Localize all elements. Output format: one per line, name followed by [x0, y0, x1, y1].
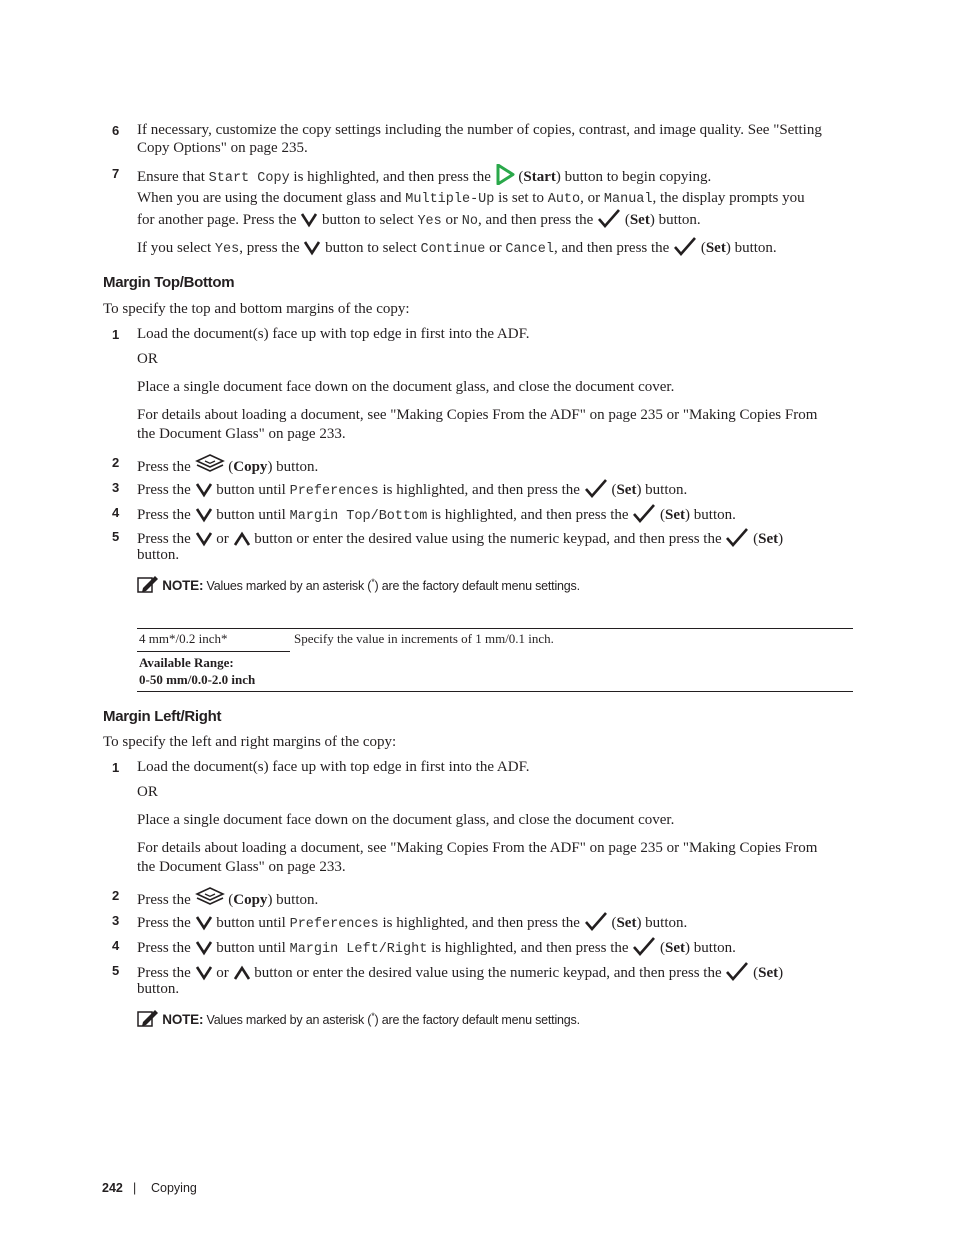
- table-rule-mid: [137, 651, 290, 652]
- pencil-note-icon: [137, 1008, 159, 1028]
- checkmark-icon: [725, 961, 749, 981]
- step-text: Place a single document face down on the document glass, and close the document cover.: [137, 812, 675, 828]
- step7-para1-line1: When you are using the document glass and Multiple-Up is set to Auto, or Manual, the display prompts you: [137, 190, 805, 207]
- step-number: 3: [112, 913, 120, 928]
- checkmark-icon: [584, 911, 608, 931]
- section-heading-left-right: Margin Left/Right: [103, 708, 222, 725]
- step-number: 2: [112, 888, 120, 903]
- step-number: 2: [112, 455, 120, 470]
- start-icon: [495, 164, 515, 185]
- step-text: Press the button until Margin Top/Bottom is highlighted, and then press the (Set) button.: [137, 503, 736, 526]
- step-text: Place a single document face down on the document glass, and close the document cover.: [137, 379, 675, 395]
- or-text: OR: [137, 784, 158, 800]
- step-number: 1: [112, 327, 120, 342]
- checkmark-icon: [584, 478, 608, 498]
- step-number: 4: [112, 938, 120, 953]
- chevron-down-icon: [303, 240, 321, 256]
- note: NOTE: Values marked by an asterisk (*) are the factory default menu settings.: [137, 1008, 580, 1028]
- chevron-down-icon: [195, 531, 213, 547]
- step-text: the Document Glass" on page 233.: [137, 859, 346, 875]
- step7-line: Ensure that Start Copy is highlighted, and then press the (Start) button to begin copying.: [137, 164, 711, 188]
- step-text: Press the button until Preferences is highlighted, and then press the (Set) button.: [137, 911, 687, 934]
- step-number: 4: [112, 505, 120, 520]
- chevron-down-icon: [300, 212, 318, 228]
- section-intro: To specify the top and bottom margins of the copy:: [103, 301, 410, 317]
- or-text: OR: [137, 351, 158, 367]
- checkmark-icon: [632, 936, 656, 956]
- table-cell-default: 4 mm*/0.2 inch*: [139, 631, 228, 646]
- step-text: button.: [137, 981, 180, 997]
- step-text: For details about loading a document, see "Making Copies From the ADF" on page 235 or "Making Copies From: [137, 407, 818, 423]
- step-text: button.: [137, 547, 180, 563]
- section-heading-top-bottom: Margin Top/Bottom: [103, 274, 235, 291]
- chevron-down-icon: [195, 965, 213, 981]
- chevron-down-icon: [195, 915, 213, 931]
- step-text: For details about loading a document, see "Making Copies From the ADF" on page 235 or "Making Copies From: [137, 840, 818, 856]
- chevron-down-icon: [195, 940, 213, 956]
- note: NOTE: Values marked by an asterisk (*) are the factory default menu settings.: [137, 574, 580, 594]
- table-range-value: 0-50 mm/0.0-2.0 inch: [139, 672, 256, 687]
- step-number: 5: [112, 529, 120, 544]
- step-text: Press the button until Preferences is highlighted, and then press the (Set) button.: [137, 478, 687, 501]
- copy-icon: [195, 886, 225, 908]
- step7-para2: If you select Yes, press the button to select Continue or Cancel, and then press the (Set) button.: [137, 236, 777, 259]
- chevron-down-icon: [195, 507, 213, 523]
- step6-text-2: Copy Options" on page 235.: [137, 140, 308, 156]
- table-cell-description: Specify the value in increments of 1 mm/0.1 inch.: [294, 631, 554, 646]
- step-text: Press the or button or enter the desired value using the numeric keypad, and then press the (Set): [137, 961, 783, 983]
- page-number: 242: [102, 1181, 123, 1195]
- step7-para1-line2: for another page. Press the button to select Yes or No, and then press the (Set) button.: [137, 208, 701, 231]
- chevron-up-icon: [233, 531, 251, 547]
- chevron-down-icon: [195, 482, 213, 498]
- footer-section: Copying: [151, 1181, 197, 1195]
- step-text: Load the document(s) face up with top edge in first into the ADF.: [137, 326, 530, 342]
- step-text: Press the (Copy) button.: [137, 886, 318, 910]
- table-range-label: Available Range:: [139, 655, 234, 670]
- table-rule-top: [137, 628, 853, 629]
- step-number: 3: [112, 480, 120, 495]
- checkmark-icon: [597, 208, 621, 228]
- step-number: 1: [112, 760, 120, 775]
- step-number: 6: [112, 123, 120, 138]
- section-intro: To specify the left and right margins of the copy:: [103, 734, 397, 750]
- menu-value: Start Copy: [208, 171, 290, 186]
- checkmark-icon: [632, 503, 656, 523]
- checkmark-icon: [673, 236, 697, 256]
- footer-separator: |: [133, 1181, 137, 1195]
- pencil-note-icon: [137, 574, 159, 594]
- step-text: Press the or button or enter the desired value using the numeric keypad, and then press the (Set): [137, 527, 783, 549]
- step6-text: If necessary, customize the copy settings including the number of copies, contrast, and image quality. See "Setting: [137, 122, 822, 138]
- checkmark-icon: [725, 527, 749, 547]
- step-text: Press the button until Margin Left/Right is highlighted, and then press the (Set) button.: [137, 936, 736, 959]
- copy-icon: [195, 453, 225, 475]
- step-text: the Document Glass" on page 233.: [137, 426, 346, 442]
- step-number: 7: [112, 166, 120, 181]
- step-text: Load the document(s) face up with top edge in first into the ADF.: [137, 759, 530, 775]
- table-rule-bottom: [137, 691, 853, 692]
- chevron-up-icon: [233, 965, 251, 981]
- step-text: Press the (Copy) button.: [137, 453, 318, 477]
- step-number: 5: [112, 963, 120, 978]
